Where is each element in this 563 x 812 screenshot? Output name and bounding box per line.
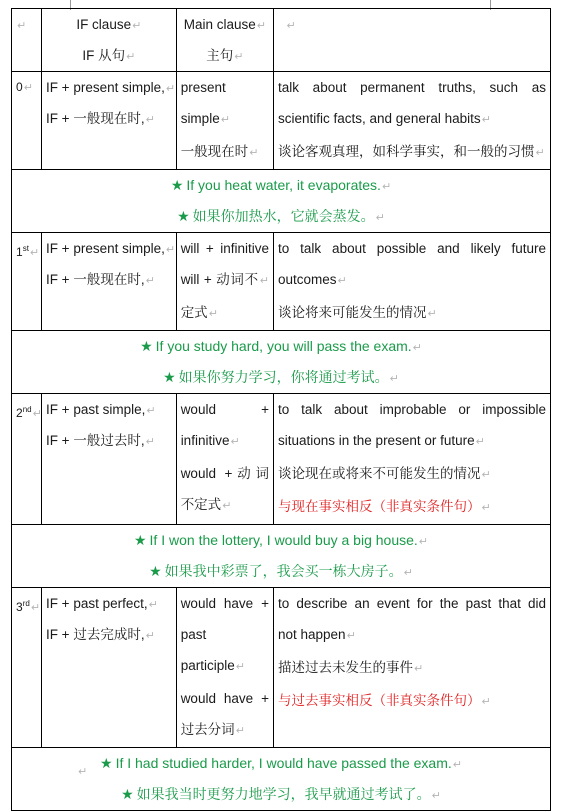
- paragraph-mark: ↵: [78, 766, 88, 778]
- paragraph-mark: ↵: [249, 147, 259, 159]
- example-chinese: 如果我当时更努力地学习，我早就通过考试了。: [136, 786, 431, 802]
- paragraph-mark: ↵: [431, 790, 441, 802]
- usage-text: talk about permanent truths, such as: [278, 80, 546, 95]
- usage-text: situations in the present or future: [278, 433, 475, 448]
- paragraph-mark: ↵: [259, 275, 269, 287]
- if-clause-text: IF + present simple,: [45, 80, 165, 95]
- paragraph-mark: ↵: [375, 212, 385, 224]
- paragraph-mark: ↵: [427, 308, 437, 320]
- star-icon: ★: [121, 786, 134, 802]
- ordinal-suffix: nd: [22, 405, 32, 414]
- paragraph-mark: ↵: [337, 275, 347, 287]
- paragraph-mark: ↵: [481, 469, 491, 481]
- star-icon: ★: [163, 369, 176, 385]
- usage-text: to describe an event for the past that did: [278, 596, 546, 611]
- if-clause-cell: [41, 233, 176, 331]
- example-cell: [12, 331, 551, 394]
- paragraph-mark: ↵: [535, 147, 545, 159]
- paragraph-mark: ↵: [235, 661, 245, 673]
- conditional-number: 2: [16, 406, 23, 420]
- main-clause-cell: [176, 233, 273, 331]
- main-clause-text: would +动词: [180, 466, 269, 481]
- usage-text: 谈论将来可能发生的情况: [278, 305, 427, 320]
- if-clause-text: IF + present simple,: [45, 241, 165, 256]
- usage-cell: [274, 588, 551, 748]
- star-icon: ★: [170, 177, 184, 193]
- example-english: If I had studied harder, I would have passed the exam.: [115, 755, 452, 771]
- example-english: If you heat water, it evaporates.: [186, 177, 381, 193]
- paragraph-mark: ↵: [475, 436, 485, 448]
- usage-note-red: 与过去事实相反（非真实条件句）: [278, 693, 481, 708]
- main-clause-text: 不定式: [180, 497, 222, 512]
- paragraph-mark: ↵: [346, 630, 356, 642]
- if-clause-text: IF + 一般现在时,: [45, 111, 145, 126]
- conditional-number: 1: [16, 245, 23, 259]
- usage-cell: [274, 233, 551, 331]
- conditionals-table: [11, 8, 551, 811]
- usage-text: 谈论现在或将来不可能发生的情况: [278, 466, 481, 481]
- paragraph-mark: ↵: [235, 725, 245, 737]
- usage-cell: [274, 394, 551, 525]
- conditional-type-cell: [12, 588, 42, 748]
- conditional-row: [12, 394, 551, 525]
- paragraph-mark: ↵: [145, 114, 155, 126]
- conditional-row: [12, 72, 551, 170]
- conditional-type-cell: [12, 72, 42, 170]
- main-clause-cell: [176, 72, 273, 170]
- conditional-type-cell: [12, 394, 42, 525]
- paragraph-mark: ↵: [208, 308, 218, 320]
- main-clause-text: infinitive: [180, 433, 230, 448]
- conditional-type-cell: [12, 233, 42, 331]
- paragraph-mark: ↵: [29, 247, 40, 259]
- paragraph-mark: ↵: [481, 696, 491, 708]
- paragraph-mark: ↵: [165, 83, 176, 95]
- example-chinese: 如果我中彩票了，我会买一栋大房子。: [164, 563, 403, 579]
- example-cell: [12, 748, 551, 811]
- main-clause-text: 过去分词: [180, 722, 235, 737]
- paragraph-mark: ↵: [389, 373, 399, 385]
- main-clause-text: will + infinitive: [180, 241, 269, 256]
- main-clause-text: would have +: [180, 691, 269, 706]
- usage-text: scientific facts, and general habits: [278, 111, 481, 126]
- paragraph-mark: ↵: [145, 630, 155, 642]
- main-clause-cell: [176, 394, 273, 525]
- star-icon: ★: [100, 755, 113, 771]
- main-clause-text: 一般现在时: [180, 144, 249, 159]
- if-clause-text: IF + past simple,: [45, 402, 146, 417]
- paragraph-mark: ↵: [414, 663, 424, 675]
- main-clause-text: would +: [180, 402, 269, 417]
- header-use-cell: ↵: [274, 9, 551, 72]
- conditional-number: 0: [16, 80, 23, 94]
- star-icon: ★: [177, 208, 190, 224]
- paragraph-mark: ↵: [32, 408, 42, 420]
- example-english: If I won the lottery, I would buy a big house.: [149, 532, 418, 548]
- main-clause-text: 定式: [180, 305, 208, 320]
- paragraph-mark: ↵: [412, 342, 422, 354]
- header-if-clause: IF clause↵ IF 从句↵: [41, 9, 176, 72]
- example-row: [12, 170, 551, 233]
- usage-text: outcomes: [278, 272, 337, 287]
- usage-text: 描述过去未发生的事件: [278, 660, 413, 675]
- paragraph-mark: ↵: [146, 405, 156, 417]
- paragraph-mark: ↵: [481, 114, 491, 126]
- paragraph-mark: ↵: [481, 502, 491, 514]
- usage-text: 谈论客观真理，如科学事实，和一般的习惯: [278, 144, 535, 159]
- paragraph-mark: ↵: [23, 82, 33, 94]
- header-empty-cell: ↵: [12, 9, 42, 72]
- if-clause-cell: [41, 394, 176, 525]
- example-row: [12, 331, 551, 394]
- if-clause-text: IF + past perfect,: [45, 596, 148, 611]
- paragraph-mark: ↵: [418, 536, 428, 548]
- paragraph-mark: ↵: [145, 275, 155, 287]
- main-clause-text: will + 动词不: [180, 272, 259, 287]
- ordinal-suffix: st: [22, 244, 29, 253]
- paragraph-mark: ↵: [220, 114, 230, 126]
- star-icon: ★: [149, 563, 162, 579]
- paragraph-mark: ↵: [403, 567, 413, 579]
- conditional-row: [12, 588, 551, 748]
- main-clause-text: present: [180, 80, 226, 95]
- paragraph-mark: ↵: [222, 500, 232, 512]
- main-clause-text: would have +: [180, 596, 269, 611]
- paragraph-mark: ↵: [145, 436, 155, 448]
- if-clause-text: IF + 过去完成时,: [45, 627, 145, 642]
- paragraph-mark: ↵: [30, 602, 41, 614]
- if-clause-text: IF + 一般现在时,: [45, 272, 145, 287]
- usage-text: to talk about possible and likely future: [278, 241, 546, 256]
- main-clause-text: past participle: [180, 627, 235, 673]
- if-clause-text: IF + 一般过去时,: [45, 433, 145, 448]
- paragraph-mark: ↵: [165, 244, 176, 256]
- example-cell: [12, 170, 551, 233]
- if-clause-cell: [41, 72, 176, 170]
- main-clause-cell: [176, 588, 273, 748]
- example-row: [12, 525, 551, 588]
- header-main-clause: Main clause↵ 主句↵: [176, 9, 273, 72]
- conditional-number: 3: [16, 600, 23, 614]
- example-chinese: 如果你努力学习，你将通过考试。: [178, 369, 389, 385]
- paragraph-mark: ↵: [148, 599, 158, 611]
- usage-text: to talk about improbable or impossible: [278, 402, 546, 417]
- example-cell: [12, 525, 551, 588]
- usage-note-red: 与现在事实相反（非真实条件句）: [278, 499, 481, 514]
- ordinal-suffix: rd: [22, 599, 30, 608]
- example-chinese: 如果你加热水，它就会蒸发。: [192, 208, 375, 224]
- usage-text: not happen: [278, 627, 346, 642]
- header-row: [12, 9, 551, 72]
- star-icon: ★: [140, 338, 153, 354]
- example-row: [12, 748, 551, 811]
- usage-cell: [274, 72, 551, 170]
- paragraph-mark: ↵: [381, 181, 392, 193]
- paragraph-mark: ↵: [230, 436, 240, 448]
- main-clause-text: simple: [180, 111, 220, 126]
- conditional-row: [12, 233, 551, 331]
- example-english: If you study hard, you will pass the exam.: [155, 338, 412, 354]
- paragraph-mark: ↵: [452, 759, 462, 771]
- if-clause-cell: [41, 588, 176, 748]
- star-icon: ★: [133, 532, 147, 548]
